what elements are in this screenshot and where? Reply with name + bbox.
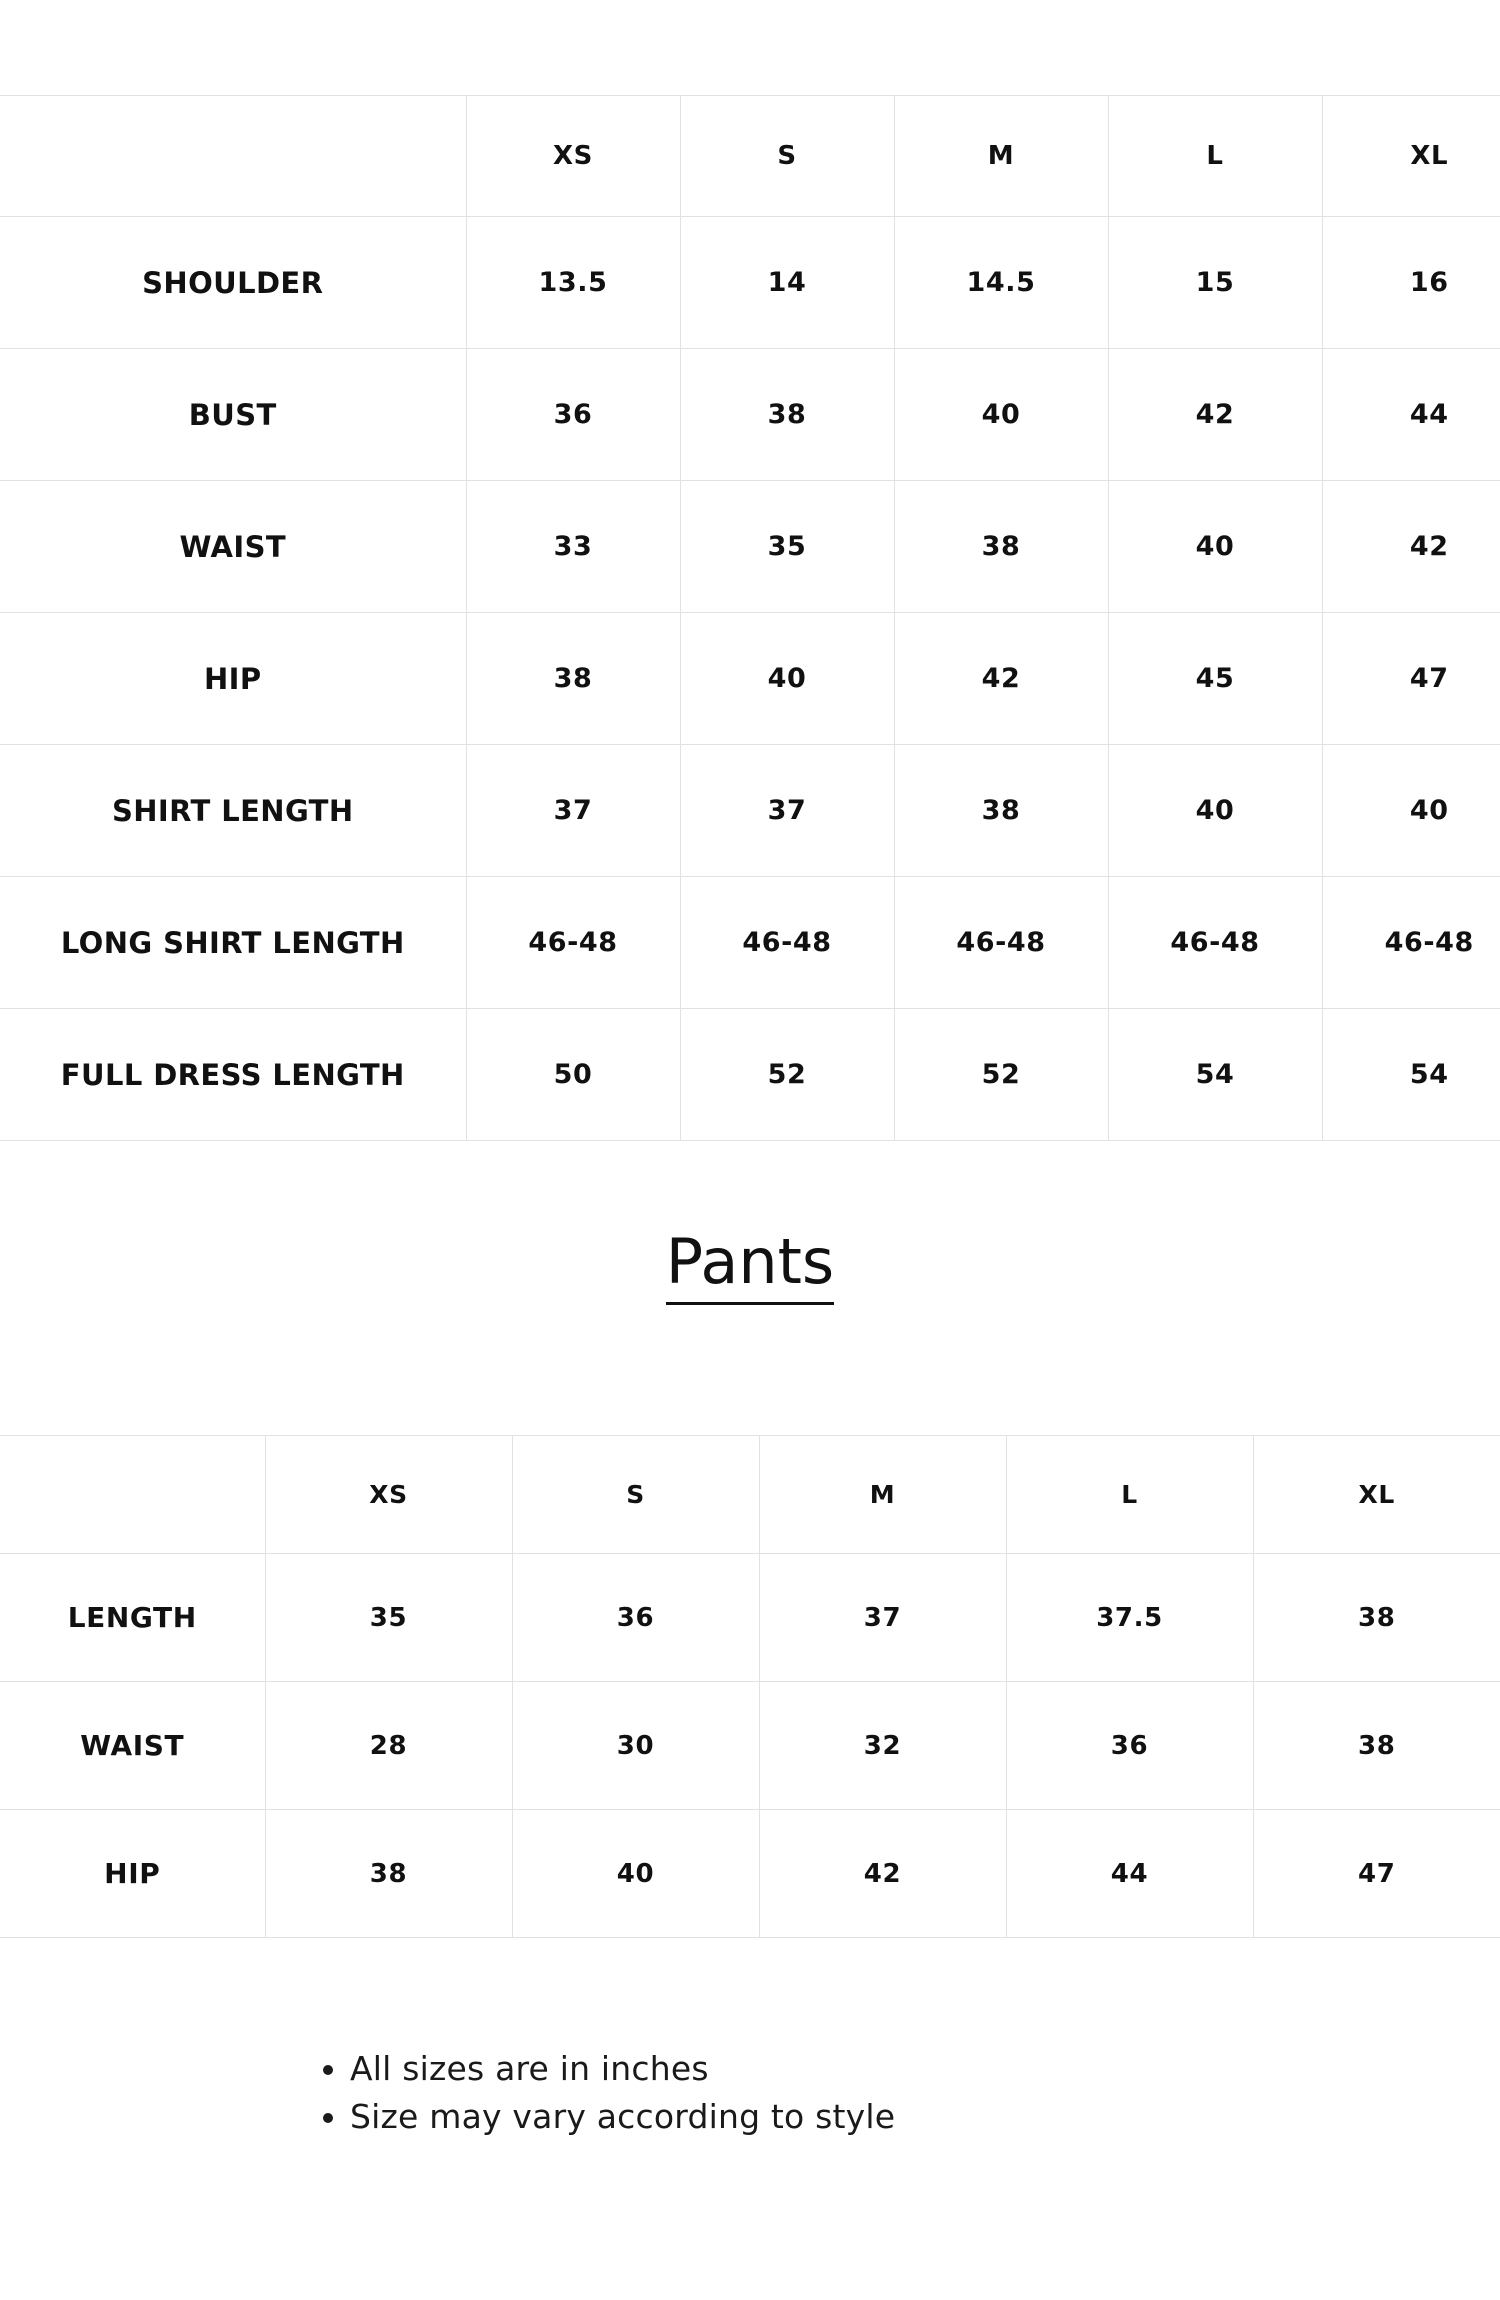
- table-row: [0, 217, 1500, 349]
- cell-value: 30: [512, 1682, 759, 1810]
- cell-value: 38: [1253, 1682, 1500, 1810]
- table-row: [0, 745, 1500, 877]
- cell-value: 38: [466, 613, 680, 745]
- notes-section: [320, 2045, 1220, 2141]
- row-label: LENGTH: [0, 1554, 265, 1682]
- cell-value: 38: [894, 745, 1108, 877]
- cell-value: 37: [680, 745, 894, 877]
- table-header-row: [0, 96, 1500, 217]
- table-row: [0, 1009, 1500, 1141]
- tops-table-body: [0, 217, 1500, 1141]
- tops-header-xl: XL: [1322, 96, 1500, 217]
- cell-value: 40: [1108, 481, 1322, 613]
- cell-value: 40: [512, 1810, 759, 1938]
- pants-header-xl: XL: [1253, 1436, 1500, 1554]
- cell-value: 46-48: [466, 877, 680, 1009]
- row-label: HIP: [0, 613, 466, 745]
- tops-header-xs: XS: [466, 96, 680, 217]
- table-row: [0, 1682, 1500, 1810]
- cell-value: 33: [466, 481, 680, 613]
- cell-value: 40: [680, 613, 894, 745]
- pants-table-body: [0, 1554, 1500, 1938]
- cell-value: 40: [1322, 745, 1500, 877]
- cell-value: 44: [1322, 349, 1500, 481]
- cell-value: 50: [466, 1009, 680, 1141]
- table-row: [0, 613, 1500, 745]
- cell-value: 36: [512, 1554, 759, 1682]
- cell-value: 36: [1006, 1682, 1253, 1810]
- cell-value: 13.5: [466, 217, 680, 349]
- cell-value: 38: [265, 1810, 512, 1938]
- cell-value: 28: [265, 1682, 512, 1810]
- pants-header-s: S: [512, 1436, 759, 1554]
- cell-value: 44: [1006, 1810, 1253, 1938]
- cell-value: 42: [759, 1810, 1006, 1938]
- cell-value: 35: [680, 481, 894, 613]
- pants-title-text: Pants: [666, 1225, 835, 1305]
- row-label: FULL DRESS LENGTH: [0, 1009, 466, 1141]
- cell-value: 46-48: [680, 877, 894, 1009]
- cell-value: 46-48: [1108, 877, 1322, 1009]
- cell-value: 42: [1322, 481, 1500, 613]
- cell-value: 45: [1108, 613, 1322, 745]
- cell-value: 46-48: [894, 877, 1108, 1009]
- row-label: BUST: [0, 349, 466, 481]
- cell-value: 40: [894, 349, 1108, 481]
- row-label: LONG SHIRT LENGTH: [0, 877, 466, 1009]
- row-label: WAIST: [0, 481, 466, 613]
- tops-size-table: [0, 95, 1500, 1141]
- pants-header-xs: XS: [265, 1436, 512, 1554]
- list-item: • All sizes are in inches: [350, 2045, 1220, 2093]
- cell-value: 37.5: [1006, 1554, 1253, 1682]
- pants-table-header: [0, 1436, 1500, 1554]
- table-row: [0, 1810, 1500, 1938]
- table-row: [0, 481, 1500, 613]
- cell-value: 14: [680, 217, 894, 349]
- notes-list: [320, 2045, 1220, 2141]
- table-row: [0, 1554, 1500, 1682]
- cell-value: 42: [894, 613, 1108, 745]
- pants-section-title: [0, 1225, 1500, 1298]
- cell-value: 40: [1108, 745, 1322, 877]
- pants-header-corner: [0, 1436, 265, 1554]
- table-header-row: [0, 1436, 1500, 1554]
- tops-size-table-container: [0, 95, 1500, 1141]
- pants-header-m: M: [759, 1436, 1006, 1554]
- table-row: [0, 877, 1500, 1009]
- cell-value: 47: [1253, 1810, 1500, 1938]
- tops-header-corner: [0, 96, 466, 217]
- cell-value: 32: [759, 1682, 1006, 1810]
- tops-header-m: M: [894, 96, 1108, 217]
- pants-size-table: [0, 1435, 1500, 1938]
- cell-value: 16: [1322, 217, 1500, 349]
- cell-value: 47: [1322, 613, 1500, 745]
- tops-header-l: L: [1108, 96, 1322, 217]
- row-label: HIP: [0, 1810, 265, 1938]
- cell-value: 38: [894, 481, 1108, 613]
- tops-table-header: [0, 96, 1500, 217]
- tops-header-s: S: [680, 96, 894, 217]
- cell-value: 14.5: [894, 217, 1108, 349]
- row-label: SHIRT LENGTH: [0, 745, 466, 877]
- row-label: WAIST: [0, 1682, 265, 1810]
- table-row: [0, 349, 1500, 481]
- cell-value: 15: [1108, 217, 1322, 349]
- cell-value: 46-48: [1322, 877, 1500, 1009]
- pants-header-l: L: [1006, 1436, 1253, 1554]
- cell-value: 54: [1322, 1009, 1500, 1141]
- cell-value: 38: [680, 349, 894, 481]
- cell-value: 54: [1108, 1009, 1322, 1141]
- cell-value: 38: [1253, 1554, 1500, 1682]
- cell-value: 37: [466, 745, 680, 877]
- cell-value: 42: [1108, 349, 1322, 481]
- pants-size-table-container: [0, 1435, 1500, 1938]
- cell-value: 35: [265, 1554, 512, 1682]
- cell-value: 37: [759, 1554, 1006, 1682]
- cell-value: 52: [680, 1009, 894, 1141]
- cell-value: 52: [894, 1009, 1108, 1141]
- list-item: • Size may vary according to style: [350, 2093, 1220, 2141]
- cell-value: 36: [466, 349, 680, 481]
- row-label: SHOULDER: [0, 217, 466, 349]
